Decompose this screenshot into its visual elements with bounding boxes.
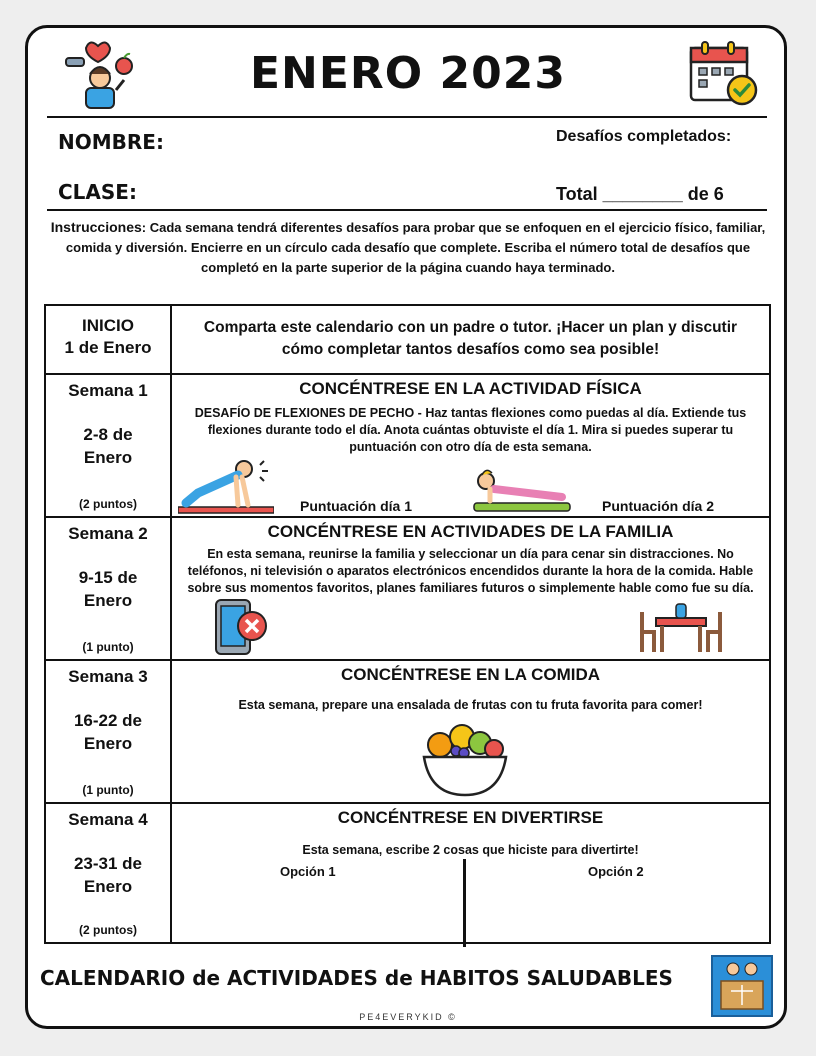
week-4-content bbox=[171, 803, 770, 943]
week-1-points: (2 puntos) bbox=[79, 497, 137, 511]
week-4-points: (2 puntos) bbox=[79, 923, 137, 937]
week-2-dates: 9-15 de Enero bbox=[78, 568, 138, 610]
copyright: PE4EVERYKID © bbox=[359, 1012, 457, 1022]
footer-title: CALENDARIO de ACTIVIDADES de HABITOS SALUDABLES bbox=[40, 966, 673, 990]
phone-off-icon bbox=[212, 598, 272, 656]
week-3-points: (1 punto) bbox=[82, 783, 134, 797]
week-1-dates: 2-8 de Enero bbox=[83, 425, 133, 467]
header-divider bbox=[47, 116, 767, 118]
calendar-check-icon bbox=[688, 40, 760, 106]
week-4-text: Esta semana, escribe 2 cosas que hiciste para divertirte! bbox=[302, 843, 639, 857]
week-3-dates: 16-22 de Enero bbox=[73, 711, 143, 753]
week-1-label: Semana 1 bbox=[68, 381, 148, 400]
week-1-text: DESAFÍO DE FLEXIONES DE PECHO - Haz tantas flexiones como puedas al día. Extiende tus flexiones durante todo el día. Anota cuántas obtuviste el día 1. Mira si puedes superar tu puntuación con otro día de esta semana. bbox=[194, 406, 747, 454]
week-2-label: Semana 2 bbox=[68, 524, 148, 543]
week-1-content bbox=[171, 374, 770, 517]
name-label: NOMBRE: bbox=[58, 130, 164, 154]
week-3-cell bbox=[45, 660, 171, 803]
week-2-points: (1 punto) bbox=[82, 640, 134, 654]
table-row bbox=[45, 305, 770, 374]
week-4-label: Semana 4 bbox=[68, 810, 148, 829]
pushup-person-icon bbox=[178, 457, 274, 515]
score-day-2[interactable]: Puntuación día 2 bbox=[602, 498, 715, 514]
completed-label: Desafíos completados: bbox=[556, 128, 732, 145]
instructions-divider bbox=[47, 209, 767, 211]
page-title: ENERO 2023 bbox=[249, 48, 566, 99]
class-label: CLASE: bbox=[58, 180, 137, 204]
week-3-text: Esta semana, prepare una ensalada de frutas con tu fruta favorita para comer! bbox=[238, 698, 703, 712]
start-label: INICIO bbox=[82, 316, 134, 335]
instructions-text: : Cada semana tendrá diferentes desafíos para probar que se enfoquen en el ejercicio físico, familiar, comida y diversión. Encierre en un círculo cada desafío que complete. Escriba el número total de desafíos que completó en la parte superior de la página cuando haya terminado. bbox=[65, 220, 766, 275]
start-cell bbox=[45, 305, 171, 374]
table-row bbox=[45, 517, 770, 660]
pe4everykid-logo bbox=[711, 955, 773, 1017]
week-2-content bbox=[171, 517, 770, 660]
table-row bbox=[45, 803, 770, 943]
week-3-heading: CONCÉNTRESE EN LA COMIDA bbox=[340, 665, 601, 684]
week-2-heading: CONCÉNTRESE EN ACTIVIDADES DE LA FAMILIA bbox=[267, 522, 674, 541]
week-4-cell bbox=[45, 803, 171, 943]
challenge-table bbox=[44, 304, 771, 944]
start-date: 1 de Enero bbox=[64, 338, 152, 357]
week-2-text: En esta semana, reunirse la familia y seleccionar un día para cenar sin distracciones. No teléfonos, ni televisión o aparatos electrónicos encendidos durante la hora de la comida. Hable sobre sus momentos favoritos, planes familiares futuros o simplemente hable como fue su día. bbox=[187, 547, 754, 595]
instructions-keyword: Instrucciones bbox=[50, 219, 142, 235]
instructions bbox=[36, 217, 780, 278]
option-2-label[interactable]: Opción 2 bbox=[588, 864, 644, 879]
week-4-heading: CONCÉNTRESE EN DIVERTIRSE bbox=[337, 808, 604, 827]
week-4-dates: 23-31 de Enero bbox=[73, 854, 143, 896]
week-1-heading: CONCÉNTRESE EN LA ACTIVIDAD FÍSICA bbox=[299, 379, 642, 398]
week-3-content bbox=[171, 660, 770, 803]
week-2-cell bbox=[45, 517, 171, 660]
table-row bbox=[45, 660, 770, 803]
fruit-bowl-icon bbox=[418, 719, 512, 797]
option-1-label[interactable]: Opción 1 bbox=[280, 864, 336, 879]
start-text-cell bbox=[171, 305, 770, 374]
week-1-cell bbox=[45, 374, 171, 517]
dining-table-icon bbox=[638, 598, 724, 654]
start-text: Comparta este calendario con un padre o tutor. ¡Hacer un plan y discutir cómo completar tantos desafíos como sea posible! bbox=[203, 319, 738, 358]
plank-person-icon bbox=[472, 467, 572, 513]
table-row bbox=[45, 374, 770, 517]
option-divider bbox=[463, 859, 466, 947]
week-3-label: Semana 3 bbox=[68, 667, 148, 686]
total-field[interactable]: Total ________ de 6 bbox=[556, 184, 724, 204]
score-day-1[interactable]: Puntuación día 1 bbox=[300, 498, 413, 514]
